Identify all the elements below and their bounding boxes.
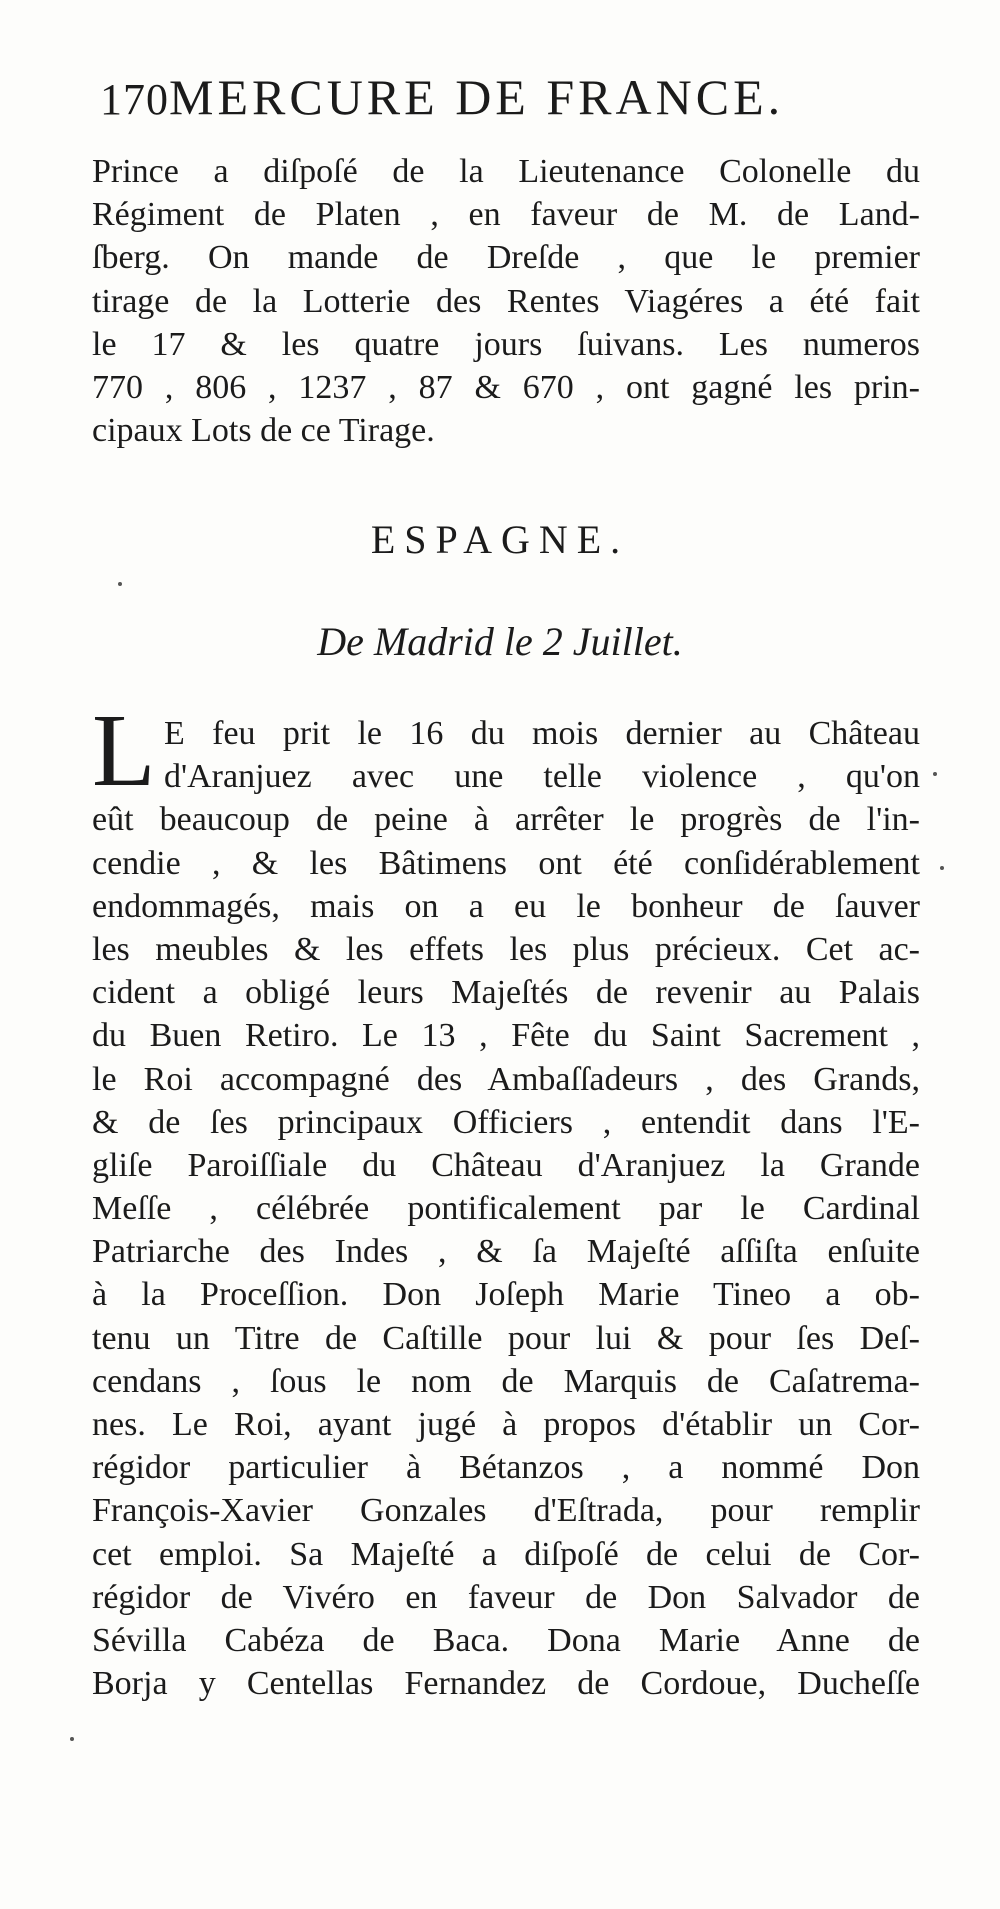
text-line: Sévilla Cabéza de Baca. Dona Marie Anne de [92,1621,920,1659]
text-line: cet emploi. Sa Majeſté a diſpoſé de celui de Cor- [92,1535,920,1573]
text-line: cident a obligé leurs Majeſtés de revenir au Palais [92,974,920,1012]
text-line: E feu prit le 16 du mois dernier au Château [164,715,920,752]
dateline: De Madrid le 2 Juillet. [317,619,683,664]
article-paragraph [92,712,920,1705]
text-line: François-Xavier Gonzales d'Eſtrada, pour remplir [92,1492,920,1530]
text-line: gliſe Paroiſſiale du Château d'Aranjuez la Grande [92,1146,920,1184]
text-line: d'Aranjuez avec une telle violence , qu'on [164,758,920,796]
text-line: Meſſe , célébrée pontificalement par le Cardinal [92,1190,920,1228]
text-line: & de ſes principaux Officiers , entendit dans l'E- [92,1103,920,1141]
text-line: le Roi accompagné des Ambaſſadeurs , des Grands, [92,1060,920,1098]
ink-speck [118,582,122,586]
text-line: tirage de la Lotterie des Rentes Viagéres a été fait [92,282,920,320]
text-line: cipaux Lots de ce Tirage. [92,412,435,450]
ink-speck [933,772,937,776]
text-line: régidor de Vivéro en faveur de Don Salvador de [92,1578,920,1616]
text-line: à la Proceſſion. Don Joſeph Marie Tineo a ob- [92,1276,920,1314]
text-line: Prince a diſpoſé de la Lieutenance Colonelle du [92,153,920,190]
continuation-paragraph [92,150,920,452]
text-line: régidor particulier à Bétanzos , a nommé Don [92,1449,920,1487]
text-line: cendie , & les Bâtimens ont été conſidérablement [92,844,920,882]
ink-speck [70,1737,74,1741]
text-line: ſberg. On mande de Dreſde , que le premier [92,239,920,277]
text-line: le 17 & les quatre jours ſuivans. Les numeros [92,325,920,363]
journal-title: MERCURE DE FRANCE. [169,69,785,125]
ink-speck [940,866,944,870]
page-number: 170 [100,75,169,124]
text-line: Patriarche des Indes , & ſa Majeſté aſſiſta enſuite [92,1233,920,1271]
drop-cap: L [92,693,156,808]
text-line: les meubles & les effets les plus précieux. Cet ac- [92,930,920,968]
text-line: eût beaucoup de peine à arrêter le progrès de l'in- [92,801,920,839]
text-line: Régiment de Platen , en faveur de M. de Land- [92,196,920,234]
text-line: cendans , ſous le nom de Marquis de Caſatrema- [92,1362,920,1400]
running-head [100,68,920,138]
text-line: tenu un Titre de Caſtille pour lui & pour ſes Deſ- [92,1319,920,1357]
section-heading: ESPAGNE. [370,517,630,562]
text-line: Borja y Centellas Fernandez de Cordoue, Ducheſſe [92,1665,920,1703]
text-line: endommagés, mais on a eu le bonheur de ſauver [92,887,920,925]
text-line: 770 , 806 , 1237 , 87 & 670 , ont gagné les prin- [92,368,920,406]
text-line: du Buen Retiro. Le 13 , Fête du Saint Sacrement , [92,1017,920,1055]
text-line: nes. Le Roi, ayant jugé à propos d'établir un Cor- [92,1406,920,1443]
